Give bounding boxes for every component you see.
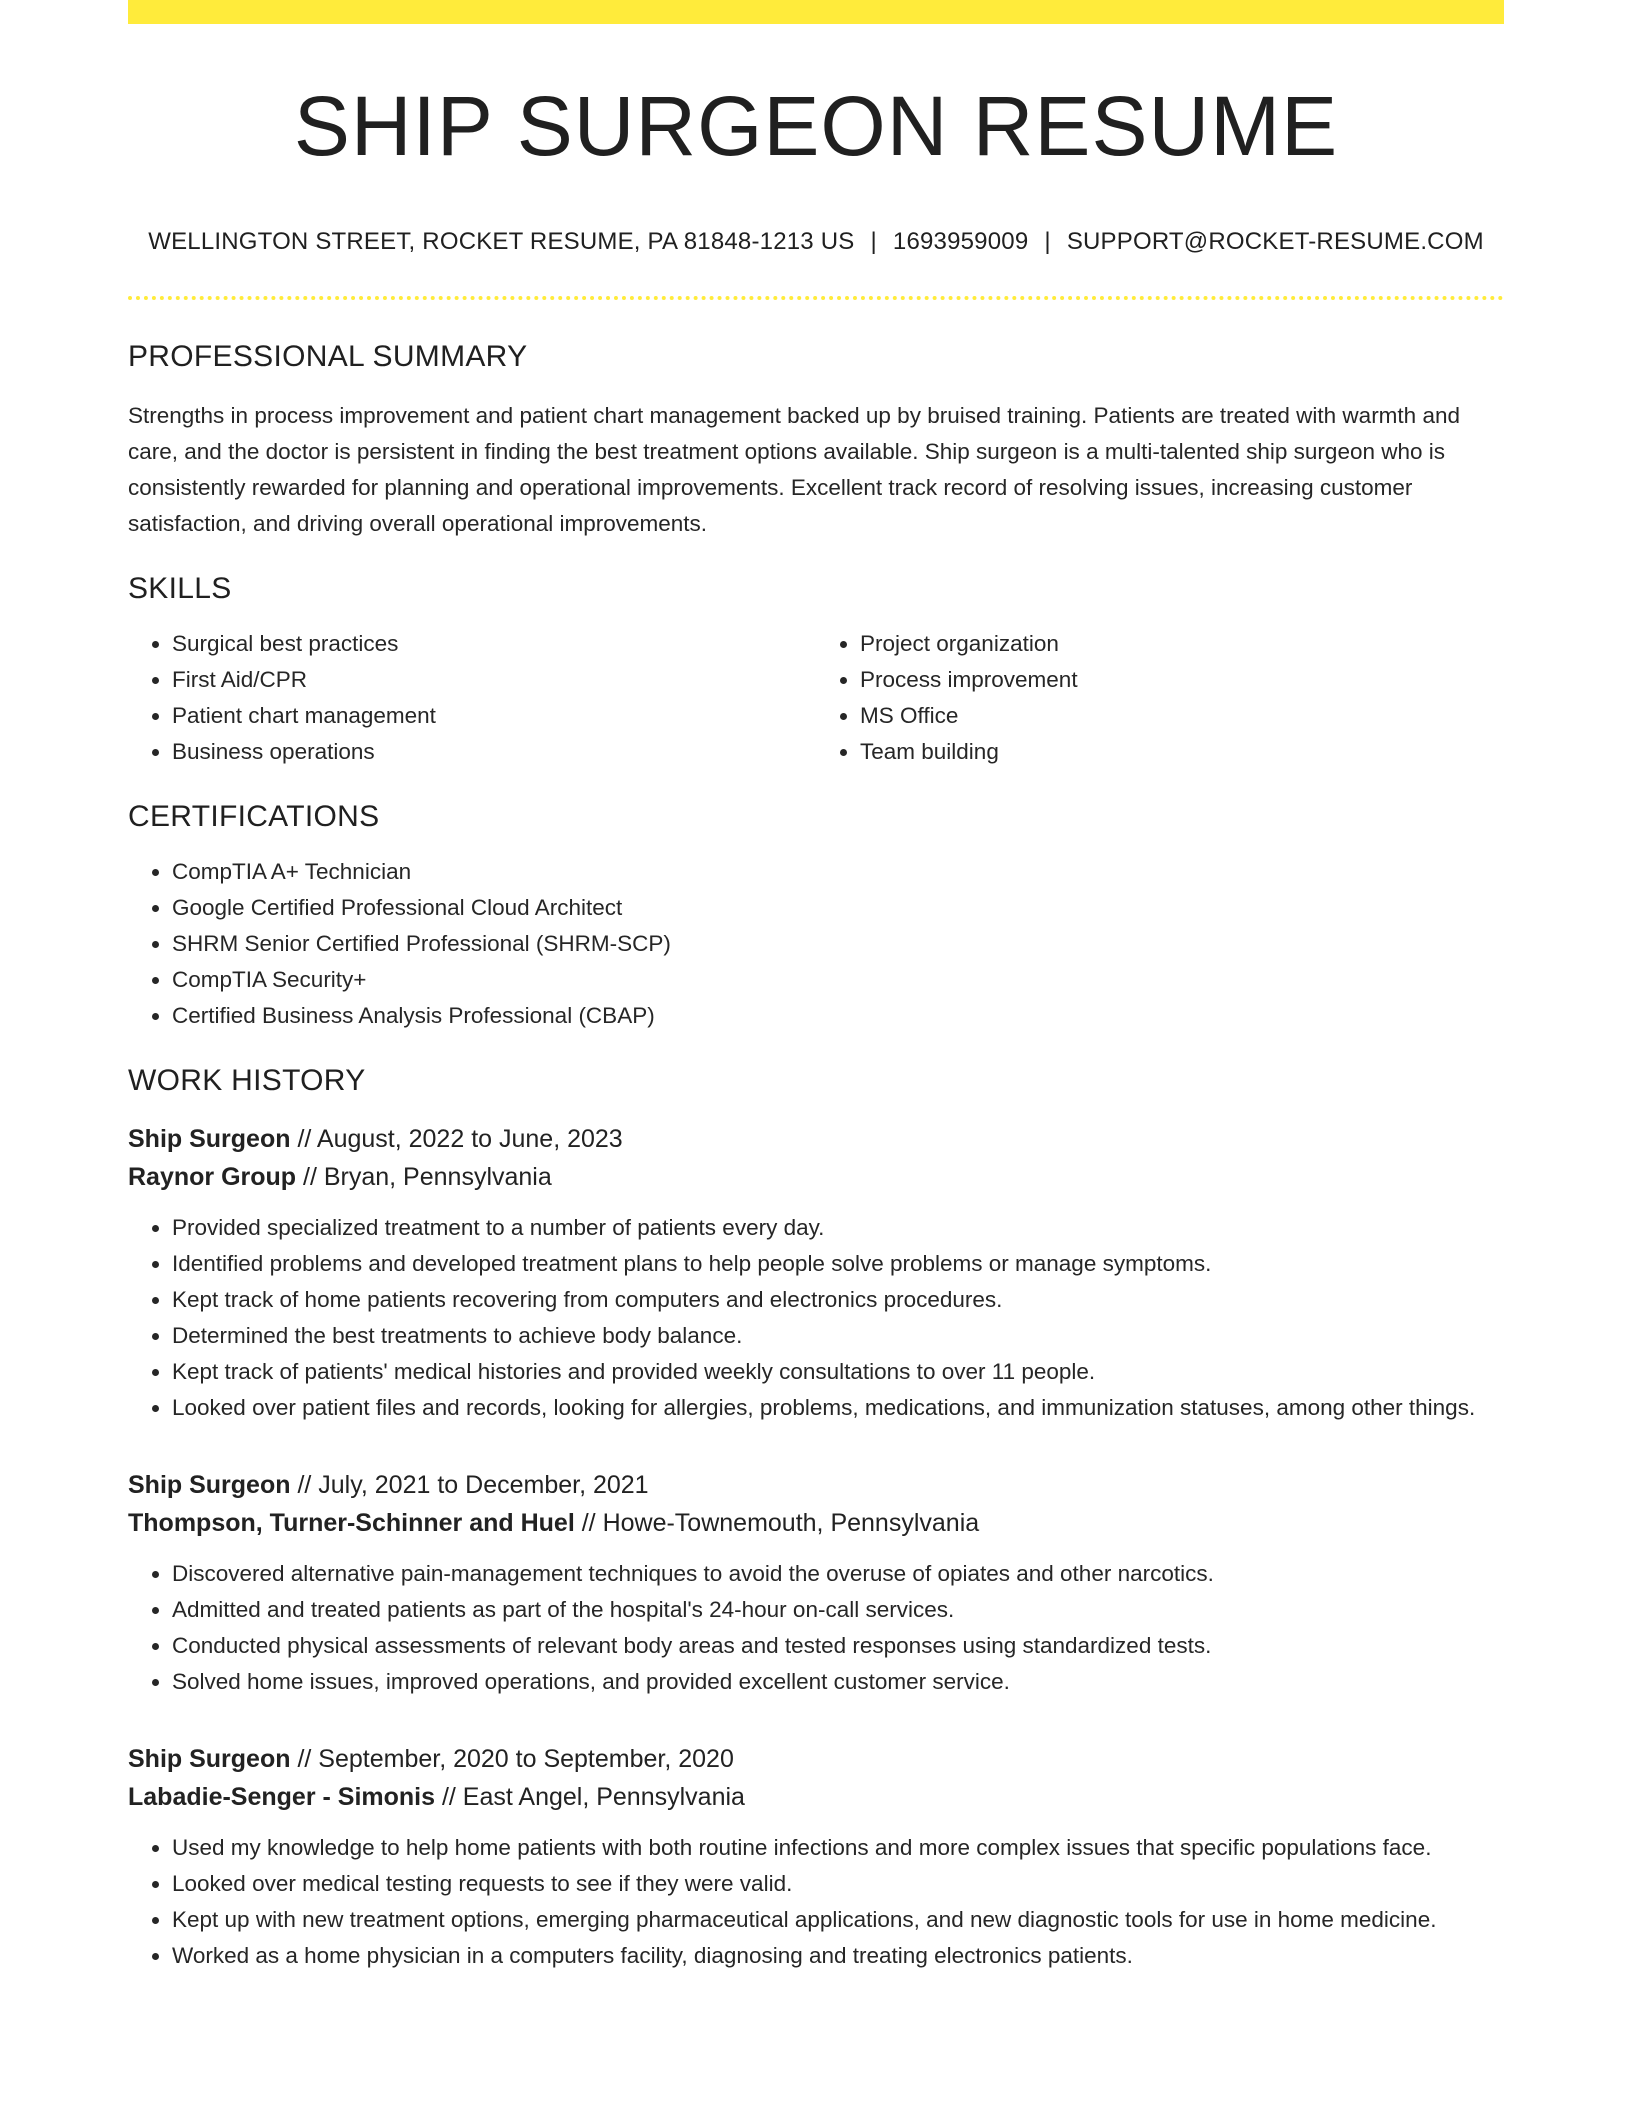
job-bullet: • Worked as a home physician in a computers facility, diagnosing and treating electronics patients. xyxy=(172,1938,1504,1974)
job-bullet: • Looked over patient files and records, looking for allergies, problems, medications, and immunization statuses, among other things. xyxy=(172,1390,1504,1426)
job-company: Thompson, Turner-Schinner and Huel xyxy=(128,1509,575,1537)
job-role-line xyxy=(128,1740,1504,1778)
job-bullet: • Used my knowledge to help home patients with both routine infections and more complex issues that specific populations face. xyxy=(172,1830,1504,1866)
skill-item: • Process improvement xyxy=(860,662,1504,698)
job-role: Ship Surgeon xyxy=(128,1125,291,1153)
job-role: Ship Surgeon xyxy=(128,1745,291,1773)
job-company: Raynor Group xyxy=(128,1163,297,1191)
job-bullets xyxy=(128,1830,1504,1974)
job-company-line xyxy=(128,1778,1504,1816)
job-bullet: • Kept up with new treatment options, emerging pharmaceutical applications, and new diagnostic tools for use in home medicine. xyxy=(172,1902,1504,1938)
job-entry xyxy=(128,1120,1504,1426)
job-bullet: • Identified problems and developed treatment plans to help people solve problems or manage symptoms. xyxy=(172,1246,1504,1282)
skill-item: • Project organization xyxy=(860,626,1504,662)
certification-item: • SHRM Senior Certified Professional (SHRM-SCP) xyxy=(172,926,1504,962)
section-title-summary: PROFESSIONAL SUMMARY xyxy=(128,340,528,373)
resume-title: SHIP SURGEON RESUME xyxy=(293,79,1339,173)
skill-item: • MS Office xyxy=(860,698,1504,734)
job-bullet: • Kept track of patients' medical histories and provided weekly consultations to over 11 people. xyxy=(172,1354,1504,1390)
job-entry xyxy=(128,1466,1504,1700)
certifications-list xyxy=(128,854,1504,1034)
job-entry xyxy=(128,1740,1504,1974)
job-role-line xyxy=(128,1466,1504,1504)
job-bullet: • Looked over medical testing requests to see if they were valid. xyxy=(172,1866,1504,1902)
skill-item: • Patient chart management xyxy=(172,698,816,734)
job-bullet: • Kept track of home patients recovering from computers and electronics procedures. xyxy=(172,1282,1504,1318)
address: WELLINGTON STREET, ROCKET RESUME, PA 81848-1213 US xyxy=(148,228,855,255)
job-company-line xyxy=(128,1158,1504,1196)
email: SUPPORT@ROCKET-RESUME.COM xyxy=(1066,228,1484,255)
job-dates: // July, 2021 to December, 2021 xyxy=(290,1471,649,1499)
job-location: // Howe-Townemouth, Pennsylvania xyxy=(574,1509,980,1537)
job-role-line xyxy=(128,1120,1504,1158)
section-title-work-history: WORK HISTORY xyxy=(128,1064,366,1097)
job-bullets xyxy=(128,1556,1504,1700)
skills-list xyxy=(128,606,1504,770)
skill-item: • Surgical best practices xyxy=(172,626,816,662)
dotted-divider xyxy=(128,296,1504,300)
skill-item: • Business operations xyxy=(172,734,816,770)
phone: 1693959009 xyxy=(892,228,1029,255)
job-bullet: • Determined the best treatments to achieve body balance. xyxy=(172,1318,1504,1354)
job-location: // East Angel, Pennsylvania xyxy=(435,1783,745,1811)
accent-bar xyxy=(128,0,1504,24)
job-bullet: • Solved home issues, improved operations, and provided excellent customer service. xyxy=(172,1664,1504,1700)
job-dates: // September, 2020 to September, 2020 xyxy=(290,1745,734,1773)
job-company-line xyxy=(128,1504,1504,1542)
skills-column-left xyxy=(128,626,816,770)
job-dates: // August, 2022 to June, 2023 xyxy=(290,1125,623,1153)
skill-item: • Team building xyxy=(860,734,1504,770)
job-bullet: • Provided specialized treatment to a number of patients every day. xyxy=(172,1210,1504,1246)
summary-text: Strengths in process improvement and patient chart management backed up by bruised training. Patients are treated with warmth and care, and the doctor is persistent in finding the best treatment options available. Ship surgeon is a multi-talented ship surgeon who is consistently rewarded for planning and operational improvements. Excellent track record of resolving issues, increasing customer satisfaction, and driving overall operational improvements. xyxy=(128,403,1460,536)
section-title-certifications: CERTIFICATIONS xyxy=(128,800,380,833)
resume-page xyxy=(128,0,1504,1974)
contact-line xyxy=(128,228,1504,256)
job-bullets xyxy=(128,1210,1504,1426)
job-role: Ship Surgeon xyxy=(128,1471,291,1499)
job-location: // Bryan, Pennsylvania xyxy=(296,1163,552,1191)
certification-item: • CompTIA Security+ xyxy=(172,962,1504,998)
skill-item: • First Aid/CPR xyxy=(172,662,816,698)
certification-item: • Google Certified Professional Cloud Architect xyxy=(172,890,1504,926)
job-company: Labadie-Senger - Simonis xyxy=(128,1783,436,1811)
section-title-skills: SKILLS xyxy=(128,572,232,605)
job-bullet: • Discovered alternative pain-management techniques to avoid the overuse of opiates and other narcotics. xyxy=(172,1556,1504,1592)
job-bullet: • Admitted and treated patients as part of the hospital's 24-hour on-call services. xyxy=(172,1592,1504,1628)
separator: | xyxy=(870,228,877,255)
skills-column-right xyxy=(816,626,1504,770)
job-bullet: • Conducted physical assessments of relevant body areas and tested responses using standardized tests. xyxy=(172,1628,1504,1664)
certification-item: • CompTIA A+ Technician xyxy=(172,854,1504,890)
separator: | xyxy=(1044,228,1051,255)
certification-item: • Certified Business Analysis Professional (CBAP) xyxy=(172,998,1504,1034)
